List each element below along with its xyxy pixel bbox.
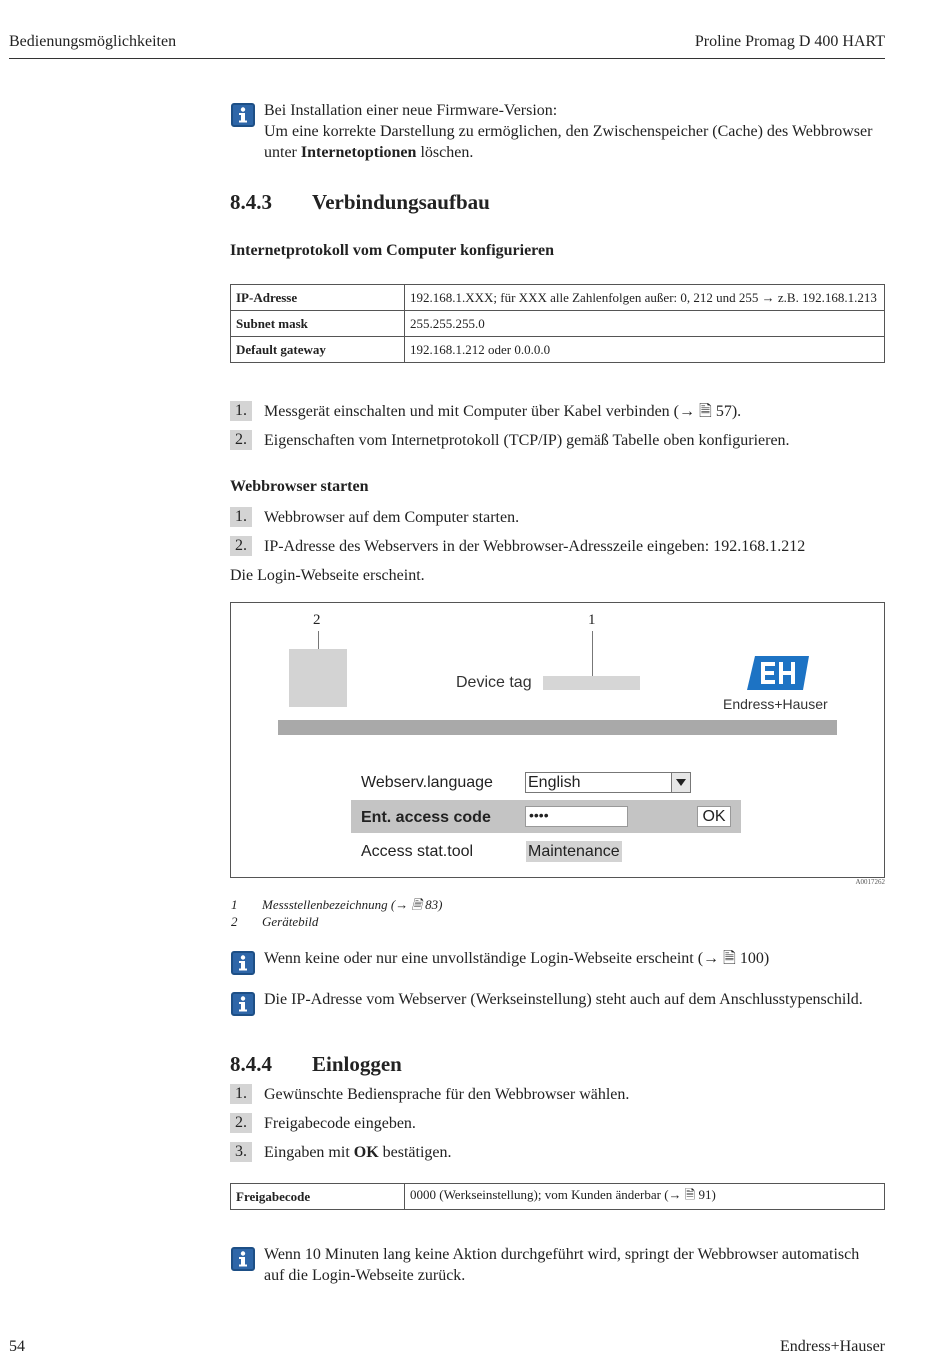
info-icon (231, 103, 255, 127)
step-text-post: bestätigen. (378, 1144, 452, 1161)
logo-text: Endress+Hauser (723, 696, 828, 712)
access-code-input[interactable]: •••• (525, 806, 628, 827)
step-item (230, 401, 741, 422)
table-row (231, 311, 885, 337)
step-text: Messgerät einschalten und mit Computer über Kabel verbinden (→ 🗎 57). (264, 403, 742, 420)
step-number: 2. (230, 1113, 252, 1133)
step-number: 2. (230, 430, 252, 450)
subheading-ip: Internetprotokoll vom Computer konfigurieren (230, 242, 554, 259)
caption-number: 1 (231, 897, 238, 912)
ip-table (230, 284, 885, 363)
login-page-figure (230, 602, 885, 878)
running-header-right: Proline Promag D 400 HART (694, 33, 885, 50)
figure-id: A0017262 (855, 878, 885, 886)
step-text: Webbrowser auf dem Computer starten. (264, 509, 520, 526)
info-icon (231, 992, 255, 1016)
step-text-bold: OK (353, 1144, 379, 1161)
step-item (230, 430, 790, 451)
info-icon (231, 951, 255, 975)
note-ip-nameplate: Die IP-Adresse vom Webserver (Werkseinstellung) steht auch auf dem Anschlusstypenschild. (264, 991, 863, 1008)
step-text: IP-Adresse des Webservers in der Webbrowser-Adresszeile eingeben: 192.168.1.212 (264, 538, 806, 555)
step-text: Eigenschaften vom Internetprotokoll (TCP/IP) gemäß Tabelle oben konfigurieren. (264, 432, 790, 449)
table-key: Default gateway (231, 337, 405, 363)
step-number: 1. (230, 1084, 252, 1104)
running-header-left: Bedienungsmöglichkeiten (9, 33, 177, 50)
info-icon (231, 1247, 255, 1271)
language-select[interactable] (525, 772, 691, 793)
chevron-down-icon[interactable] (671, 773, 690, 792)
table-value: 192.168.1.XXX; für XXX alle Zahlenfolgen außer: 0, 212 und 255 → z.B. 192.168.1.213 (405, 285, 885, 311)
device-tag-field (543, 676, 640, 690)
step-number: 3. (230, 1142, 252, 1162)
table-value: 192.168.1.212 oder 0.0.0.0 (405, 337, 885, 363)
step-text: Gewünschte Bediensprache für den Webbrowser wählen. (264, 1086, 630, 1103)
subheading-browser: Webbrowser starten (230, 478, 369, 495)
step-text: Freigabecode eingeben. (264, 1115, 416, 1132)
endress-hauser-logo (747, 656, 809, 695)
caption-text: Messstellenbezeichnung (→ 🗎 83) (262, 897, 443, 912)
note-firmware-line3: unter Internetoptionen löschen. (264, 144, 474, 161)
table-key: Freigabecode (231, 1184, 405, 1210)
caption-text: Gerätebild (262, 914, 319, 929)
step-item (230, 507, 519, 528)
step-item (230, 1113, 416, 1134)
access-code-label: Ent. access code (361, 809, 491, 826)
access-stat-value: Maintenance (528, 843, 620, 860)
note-firmware (264, 100, 889, 163)
table-row (231, 337, 885, 363)
step-number: 1. (230, 507, 252, 527)
access-code-table (230, 1183, 885, 1210)
note-timeout-line2: auf die Login-Webseite zurück. (264, 1267, 466, 1284)
note-timeout (264, 1244, 889, 1286)
step-item (230, 1084, 629, 1105)
callout-1: 1 (588, 612, 596, 628)
table-row (231, 285, 885, 311)
note-firmware-line2: Um eine korrekte Darstellung zu ermöglichen, den Zwischenspeicher (Cache) des Webbrowser (264, 123, 873, 140)
caption-item (231, 896, 443, 913)
access-stat-label: Access stat.tool (361, 843, 474, 860)
step-item (230, 1142, 452, 1163)
section-heading-843: 8.4.3 Verbindungsaufbau (230, 190, 490, 214)
step-number: 2. (230, 536, 252, 556)
login-appears-text: Die Login-Webseite erscheint. (230, 567, 425, 584)
header-bar (278, 720, 837, 735)
table-key: Subnet mask (231, 311, 405, 337)
note-timeout-line1: Wenn 10 Minuten lang keine Aktion durchgeführt wird, springt der Webbrowser automatisch (264, 1246, 860, 1263)
device-tag-label: Device tag (456, 674, 532, 691)
table-row (231, 1184, 885, 1210)
note-incomplete-login: Wenn keine oder nur eine unvollständige Login-Webseite erscheint (→ 🗎 100) (264, 950, 770, 967)
page-number: 54 (9, 1338, 25, 1355)
step-text: Eingaben mit (264, 1144, 354, 1161)
step-item (230, 536, 805, 557)
callout-2: 2 (313, 612, 321, 628)
note-firmware-line1: Bei Installation einer neue Firmware-Version: (264, 102, 558, 119)
ok-button[interactable]: OK (697, 806, 731, 827)
section-heading-844: 8.4.4 Einloggen (230, 1052, 402, 1076)
step-number: 1. (230, 401, 252, 421)
table-value: 0000 (Werkseinstellung); vom Kunden änderbar (→ 🗎 91) (405, 1184, 885, 1210)
table-value: 255.255.255.0 (405, 311, 885, 337)
language-select-value: English (528, 774, 581, 791)
header-rule (9, 58, 885, 59)
table-key: IP-Adresse (231, 285, 405, 311)
caption-number: 2 (231, 914, 238, 929)
figure-captions (231, 896, 443, 930)
caption-item (231, 913, 443, 930)
device-image-placeholder (289, 649, 347, 707)
language-label: Webserv.language (361, 774, 493, 791)
footer-brand: Endress+Hauser (780, 1338, 885, 1355)
